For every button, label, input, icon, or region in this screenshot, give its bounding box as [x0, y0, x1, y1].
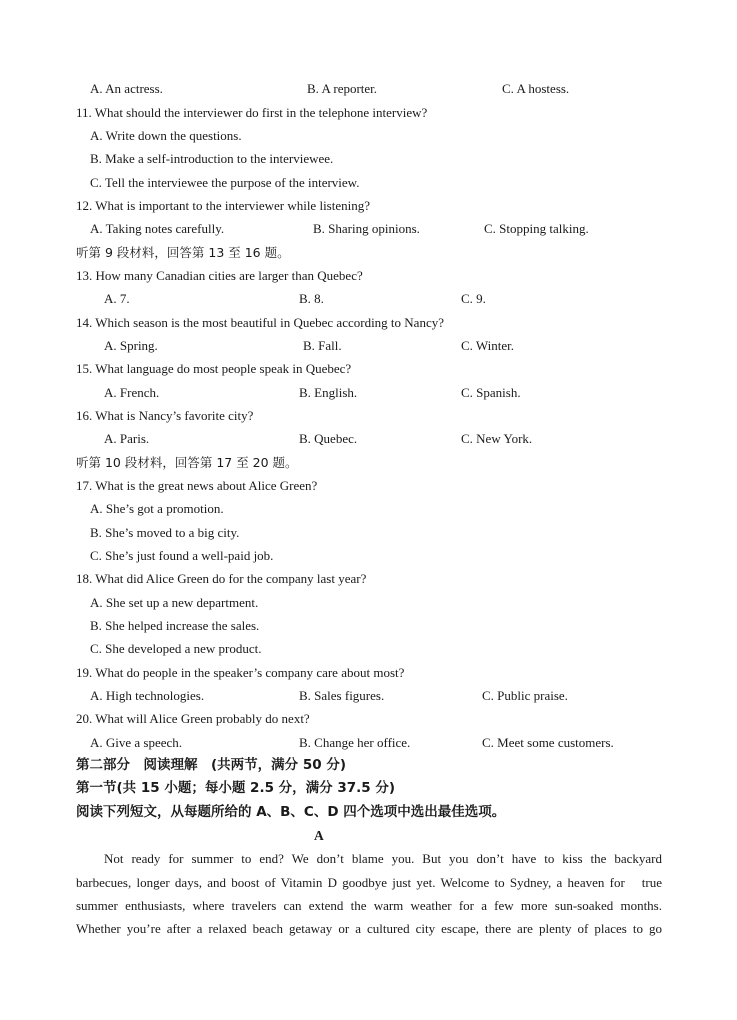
q19-option-a: A. High technologies.	[90, 688, 205, 703]
q20-question: 20. What will Alice Green probably do next?	[76, 711, 310, 726]
q11-question: 11. What should the interviewer do first in the telephone interview?	[76, 105, 428, 120]
q12-question: 12. What is important to the interviewer while listening?	[76, 198, 370, 213]
q10-option-a: A. An actress.	[90, 81, 163, 96]
q19-option-c: C. Public praise.	[482, 688, 568, 703]
q13-option-b: B. 8.	[299, 291, 324, 306]
passage-line-4: Whether you’re after a relaxed beach getaway or a cultured city escape, there are plenty of places to go	[76, 921, 662, 936]
section-1-title: 第一节(共 15 小题；每小题 2.5 分，满分 37.5 分)	[76, 780, 396, 796]
q14-question: 14. Which season is the most beautiful in Quebec according to Nancy?	[76, 315, 444, 330]
q17-option-a: A. She’s got a promotion.	[90, 501, 224, 516]
q11-option-c: C. Tell the interviewee the purpose of the interview.	[90, 175, 360, 190]
q17-question: 17. What is the great news about Alice Green?	[76, 478, 318, 493]
q20-option-a: A. Give a speech.	[90, 735, 183, 750]
q12-option-c: C. Stopping talking.	[484, 221, 589, 236]
q20-option-c: C. Meet some customers.	[482, 735, 614, 750]
q14-option-c: C. Winter.	[461, 338, 515, 353]
q15-option-a: A. French.	[104, 385, 160, 400]
part-2-title: 第二部分 阅读理解 (共两节，满分 50 分)	[76, 757, 347, 773]
q17-option-c: C. She’s just found a well-paid job.	[90, 548, 274, 563]
passage-line-1: Not ready for summer to end? We don’t blame you. But you don’t have to kiss the backyard	[104, 851, 662, 866]
q13-question: 13. How many Canadian cities are larger than Quebec?	[76, 268, 363, 283]
q15-question: 15. What language do most people speak in Quebec?	[76, 361, 352, 376]
passage-line-3: summer enthusiasts, where travelers can extend the warm weather for a few more sun-soaked months.	[76, 898, 662, 913]
section-9-heading: 听第 9 段材料，回答第 13 至 16 题。	[76, 245, 290, 260]
q11-option-a: A. Write down the questions.	[90, 128, 242, 143]
q12-option-a: A. Taking notes carefully.	[90, 221, 225, 236]
q16-question: 16. What is Nancy’s favorite city?	[76, 408, 254, 423]
q18-question: 18. What did Alice Green do for the company last year?	[76, 571, 367, 586]
q16-option-b: B. Quebec.	[299, 431, 358, 446]
q20-option-b: B. Change her office.	[299, 735, 411, 750]
q18-option-b: B. She helped increase the sales.	[90, 618, 260, 633]
passage-line-2: barbecues, longer days, and boost of Vitamin D goodbye just yet. Welcome to Sydney, a heaven for true	[76, 875, 662, 890]
q18-option-c: C. She developed a new product.	[90, 641, 262, 656]
q16-option-c: C. New York.	[461, 431, 533, 446]
passage-label: A	[314, 828, 324, 843]
q10-option-b: B. A reporter.	[307, 81, 378, 96]
q13-option-a: A. 7.	[104, 291, 130, 306]
q19-option-b: B. Sales figures.	[299, 688, 385, 703]
reading-instruction: 阅读下列短文，从每题所给的 A、B、C、D 四个选项中选出最佳选项。	[76, 804, 506, 820]
q13-option-c: C. 9.	[461, 291, 486, 306]
q10-option-c: C. A hostess.	[502, 81, 570, 96]
q12-option-b: B. Sharing opinions.	[313, 221, 420, 236]
q17-option-b: B. She’s moved to a big city.	[90, 525, 240, 540]
q11-option-b: B. Make a self-introduction to the interviewee.	[90, 151, 334, 166]
q15-option-c: C. Spanish.	[461, 385, 521, 400]
q19-question: 19. What do people in the speaker’s company care about most?	[76, 665, 405, 680]
q15-option-b: B. English.	[299, 385, 358, 400]
section-10-heading: 听第 10 段材料，回答第 17 至 20 题。	[76, 455, 298, 470]
q14-option-a: A. Spring.	[104, 338, 158, 353]
q14-option-b: B. Fall.	[303, 338, 342, 353]
q18-option-a: A. She set up a new department.	[90, 595, 259, 610]
q16-option-a: A. Paris.	[104, 431, 150, 446]
